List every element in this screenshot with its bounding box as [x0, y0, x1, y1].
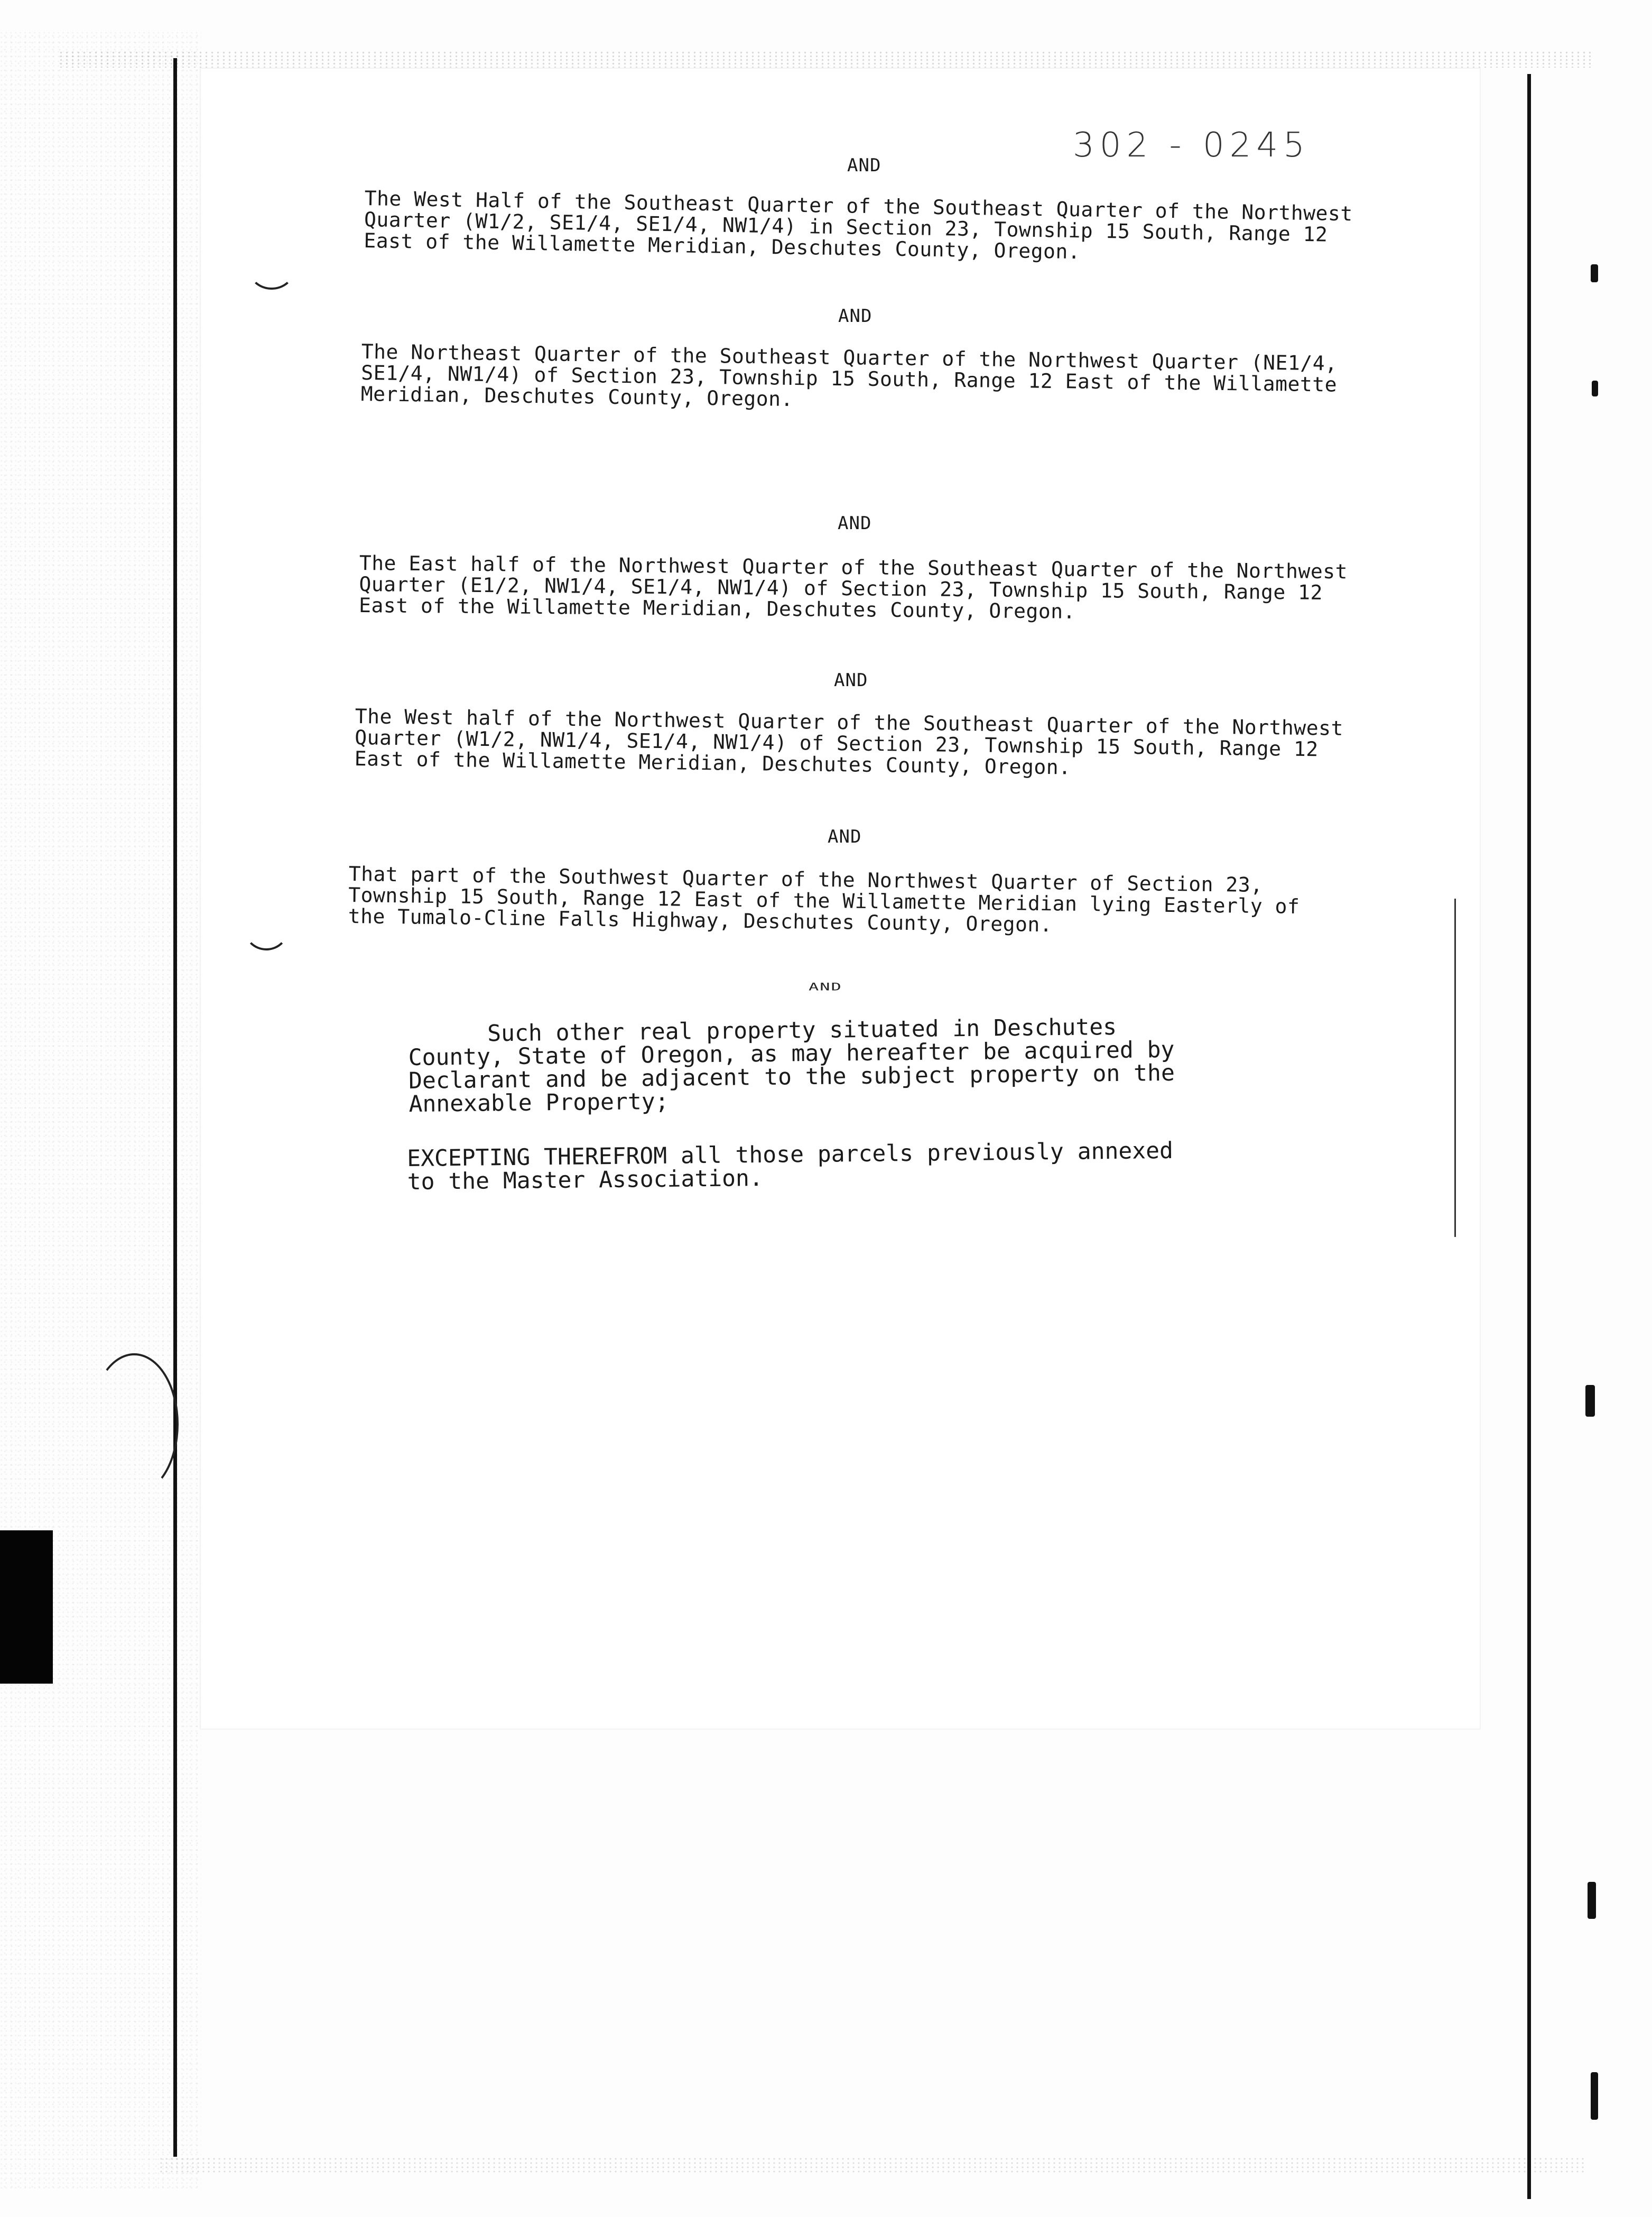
and-separator: AND: [847, 155, 881, 176]
and-separator: AND: [838, 306, 873, 327]
left-margin-rule: [173, 58, 177, 2157]
legal-description-paragraph: The West Half of the Southeast Quarter of the Southeast Quarter of the Northwest Quarter (W1/2, SE1/4, SE1/4, NW1/4) in Section 23, Township 15 South, Range 12 East of the Willamette Meridian, Deschutes County, Oregon.: [364, 187, 1353, 264]
legal-description-paragraph: That part of the Southwest Quarter of the Northwest Quarter of Section 23, Township 15 South, Range 12 East of the Willamette Meridian lying Easterly of the Tumalo-Cline Falls Highway, Deschutes County, Oregon.: [348, 862, 1300, 937]
scan-noise-left-margin: [0, 32, 201, 2188]
scan-noise-top-edge: [58, 51, 1591, 68]
and-separator: AND: [834, 670, 868, 691]
and-separator: AND: [838, 513, 872, 534]
document-stamp-number: 302 - 0245: [1073, 126, 1310, 165]
exception-paragraph: EXCEPTING THEREFROM all those parcels previously annexed to the Master Association.: [406, 1137, 1174, 1195]
legal-description-paragraph: The Northeast Quarter of the Southeast Quarter of the Northwest Quarter (NE1/4, SE1/4, NW1/4) of Section 23, Township 15 South, Range 12 East of the Willamette Meridian, Deschutes County, Oregon.: [360, 340, 1338, 411]
and-separator: AND: [828, 826, 862, 847]
additional-property-paragraph: Such other real property situated in Deschutes County, State of Oregon, as may hereafter be acquired by Declarant and be adjacent to the subject property on the Annexable Property;: [408, 1013, 1175, 1117]
binding-tab: [0, 1530, 53, 1684]
margin-scribble-lower: [90, 1353, 179, 1495]
right-inner-rule: [1454, 899, 1456, 1237]
margin-scribble-middle: [243, 904, 290, 950]
right-margin-rule: [1527, 74, 1531, 2199]
legal-description-paragraph: The West half of the Northwest Quarter of the Southeast Quarter of the Northwest Quarter (W1/2, NW1/4, SE1/4, NW1/4) of Section 23, Township 15 South, Range 12 East of the Willamette Meridian, Deschutes County, Oregon.: [354, 705, 1344, 779]
scan-noise-bottom-edge: [159, 2157, 1585, 2173]
legal-description-paragraph: The East half of the Northwest Quarter of the Southeast Quarter of the Northwest Quarter (E1/2, NW1/4, SE1/4, NW1/4) of Section 23, Township 15 South, Range 12 East of the Willamette Meridian, Deschutes County, Oregon.: [358, 551, 1348, 623]
margin-scribble-top: [248, 248, 295, 290]
and-separator-smudged: AND: [809, 981, 842, 993]
